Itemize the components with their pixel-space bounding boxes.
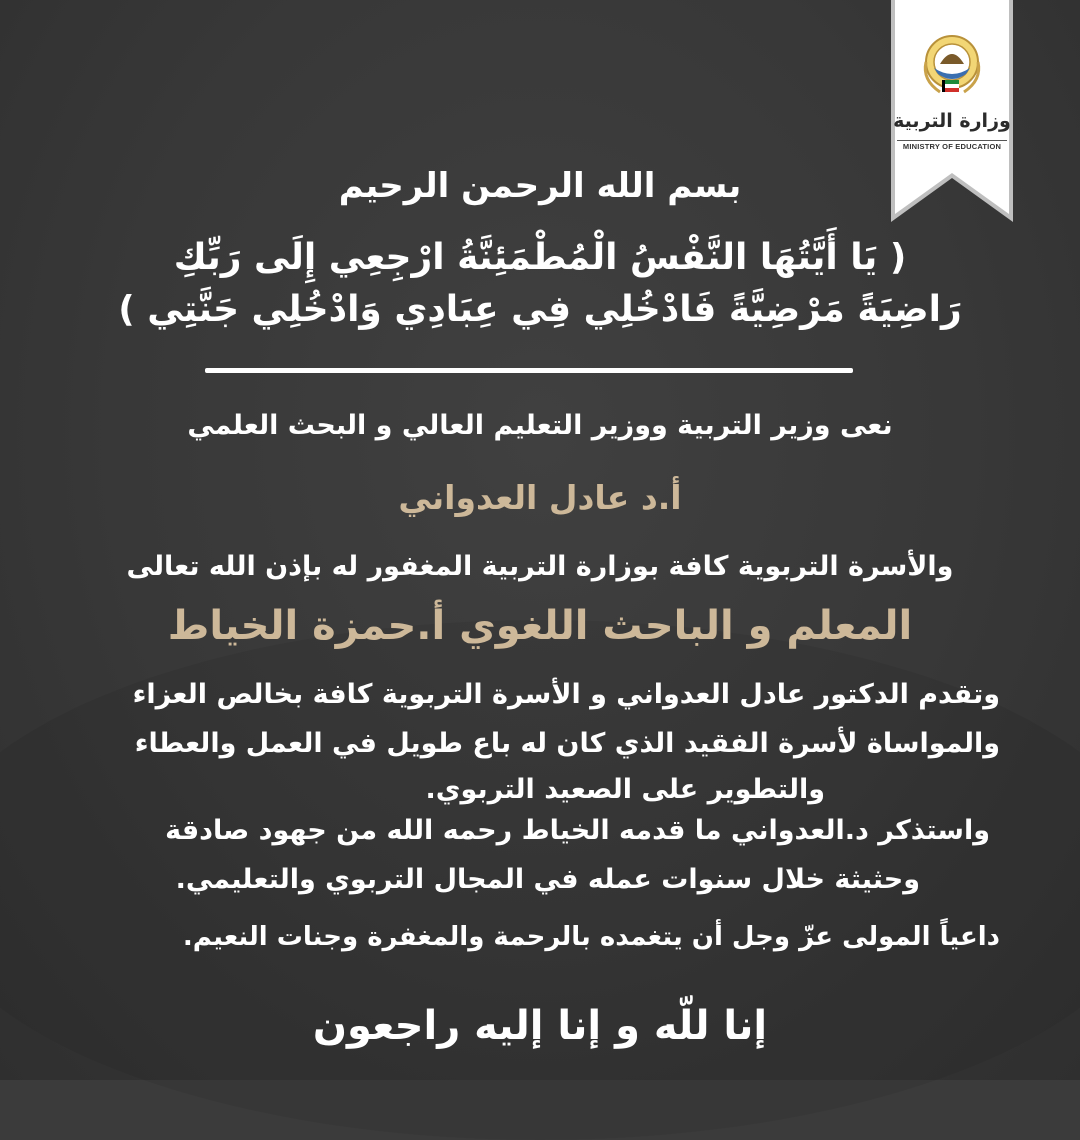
condolence-line-6: داعياً المولى عزّ وجل أن يتغمده بالرحمة والمغفرة وجنات النعيم. <box>182 922 1000 952</box>
quran-verse-line-2: رَاضِيَةً مَرْضِيَّةً فَادْخُلِي فِي عِبَادِي وَادْخُلِي جَنَّتِي ) <box>118 289 962 330</box>
deceased-name: المعلم و الباحث اللغوي أ.حمزة الخياط <box>167 603 913 649</box>
ministry-name-arabic: وزارة التربية <box>893 110 1011 132</box>
ministry-name-english: MINISTRY OF EDUCATION <box>897 140 1007 151</box>
divider <box>205 368 853 373</box>
condolence-line-1: وتقدم الدكتور عادل العدواني و الأسرة التربوية كافة بخالص العزاء <box>132 679 1000 710</box>
kuwait-emblem-icon <box>920 34 984 106</box>
minister-name: أ.د عادل العدواني <box>398 478 682 517</box>
basmala: بسم الله الرحمن الرحيم <box>338 166 742 206</box>
mourns-line: نعى وزير التربية ووزير التعليم العالي و البحث العلمي <box>187 410 893 441</box>
ministry-ribbon-badge <box>891 0 1013 222</box>
condolence-line-2: والمواساة لأسرة الفقيد الذي كان له باع طويل في العمل والعطاء <box>134 728 1000 759</box>
family-line: والأسرة التربوية كافة بوزارة التربية المغفور له بإذن الله تعالى <box>126 551 954 582</box>
condolence-line-5: وحثيثة خلال سنوات عمله في المجال التربوي والتعليمي. <box>175 864 920 895</box>
quran-verse-line-1: ( يَا أَيَّتُهَا النَّفْسُ الْمُطْمَئِنَّةُ ارْجِعِي إِلَى رَبِّكِ <box>173 237 907 278</box>
closing-phrase: إنا للّه و إنا إليه راجعون <box>312 1003 768 1049</box>
condolence-line-4: واستذكر د.العدواني ما قدمه الخياط رحمه الله من جهود صادقة <box>165 815 990 846</box>
condolence-line-3: والتطوير على الصعيد التربوي. <box>425 774 825 805</box>
